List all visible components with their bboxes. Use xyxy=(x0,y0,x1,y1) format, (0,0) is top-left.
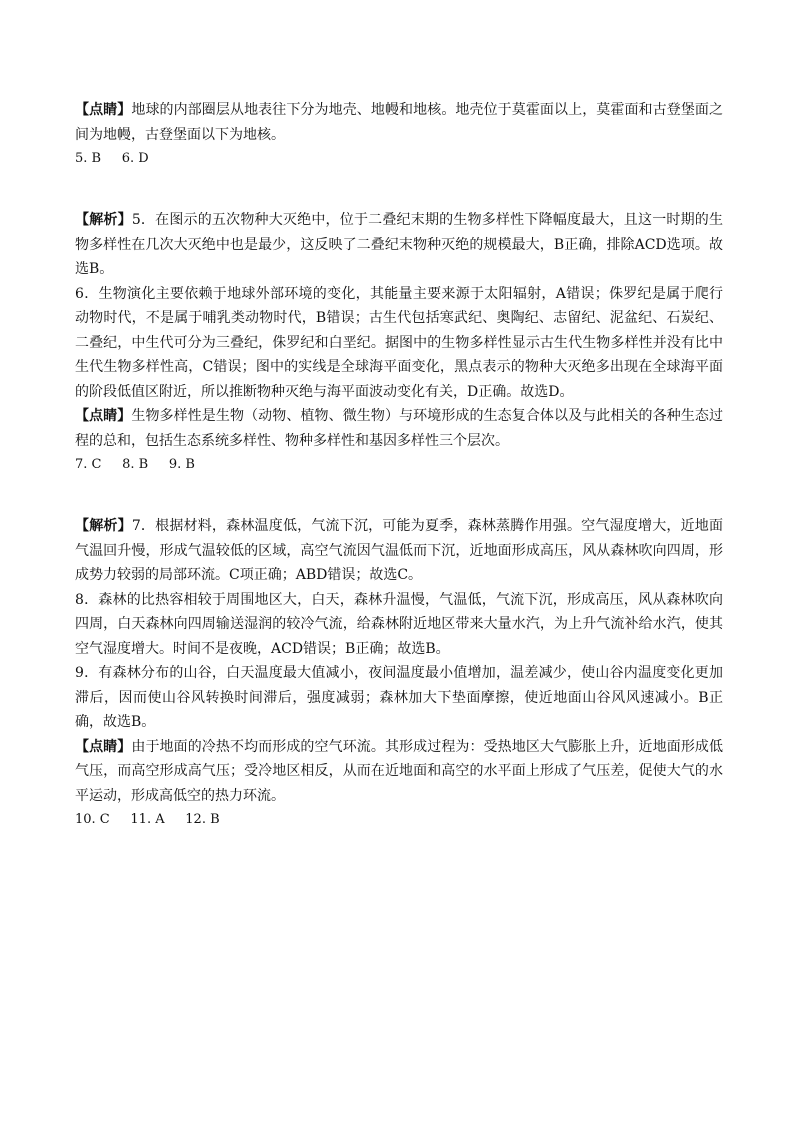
tag-label: 【解析】 xyxy=(75,518,132,534)
paragraph-jiexi-8 xyxy=(75,588,723,662)
tag-label: 【点睛】 xyxy=(75,738,132,755)
tag-label: 【解析】 xyxy=(75,212,132,228)
paragraph-text: 由于地面的冷热不均而形成的空气环流。其形成过程为：受热地区大气膨胀上升，近地面形成低气压，而高空形成高气压；受冷地区相反，从而在近地面和高空的水平面上形成了气压差，促使大气的水平运动，形成高低空的热力环流。 xyxy=(75,738,724,804)
paragraph-text: 8．森林的比热容相较于周围地区大，白天，森林升温慢，气温低，气流下沉，形成高压，风从森林吹向四周，白天森林向四周输送湿润的较冷气流，给森林附近地区带来大量水汽，为上升气流补给水汽，使其空气湿度增大。时间不是夜晚，ACD错误；B正确；故选B。 xyxy=(75,591,723,657)
answer-line-10-12: 10. C 11. A 12. B xyxy=(75,812,220,827)
document-content xyxy=(75,98,723,832)
paragraph-jiexi-6 xyxy=(75,282,723,405)
paragraph-dianjing-3 xyxy=(75,735,723,809)
paragraph-jiexi-7 xyxy=(75,514,723,588)
paragraph-text: 7．根据材料，森林温度低，气流下沉，可能为夏季，森林蒸腾作用强。空气湿度增大，近地面气温回升慢，形成气温较低的区域，高空气流因气温低而下沉，近地面形成高压，风从森林吹向四周，形成势力较弱的局部环流。C项正确；ABD错误；故选C。 xyxy=(75,518,724,583)
paragraph-text: 生物多样性是生物（动物、植物、微生物）与环境形成的生态复合体以及与此相关的各种生态过程的总和，包括生态系统多样性、物种多样性和基因多样性三个层次。 xyxy=(75,408,724,449)
answer-line-5-6: 5. B 6. D xyxy=(75,151,149,166)
paragraph-text: 5．在图示的五次物种大灭绝中，位于二叠纪末期的生物多样性下降幅度最大，且这一时期的生物多样性在几次大灭绝中也是最少，这反映了二叠纪末物种灭绝的规模最大，B正确，排除ACD选项。故选B。 xyxy=(75,212,724,277)
paragraph-jiexi-9 xyxy=(75,661,723,735)
paragraph-text: 6．生物演化主要依赖于地球外部环境的变化，其能量主要来源于太阳辐射，A错误；侏罗纪是属于爬行动物时代，不是属于哺乳类动物时代，B错误；古生代包括寒武纪、奥陶纪、志留纪、泥盆纪、石炭纪、二叠纪，中生代可分为三叠纪，侏罗纪和白垩纪。据图中的生物多样性显示古生代生物多样性并没有比中生代生物多样性高，C错误；图中的实线是全球海平面变化，黑点表示的物种大灭绝多出现在全球海平面的阶段低值区附近，所以推断物种灭绝与海平面波动变化有关，D正确。故选D。 xyxy=(75,285,723,400)
answer-line-7-9: 7. C 8. B 9. B xyxy=(75,457,195,472)
tag-label: 【点睛】 xyxy=(75,102,132,118)
paragraph-jiexi-5 xyxy=(75,208,723,282)
tag-label: 【点睛】 xyxy=(75,408,132,424)
paragraph-text: 9．有森林分布的山谷，白天温度最大值减小，夜间温度最小值增加，温差减少，使山谷内温度变化更加滞后，因而使山谷风转换时间滞后，强度减弱；森林加大下垫面摩擦，使近地面山谷风风速减小。B正确，故选B。 xyxy=(75,665,723,730)
paragraph-dianjing-1 xyxy=(75,98,723,147)
paragraph-text: 地球的内部圈层从地表往下分为地壳、地幔和地核。地壳位于莫霍面以上，莫霍面和古登堡面之间为地幔，古登堡面以下为地核。 xyxy=(75,102,724,143)
paragraph-dianjing-2 xyxy=(75,404,723,453)
